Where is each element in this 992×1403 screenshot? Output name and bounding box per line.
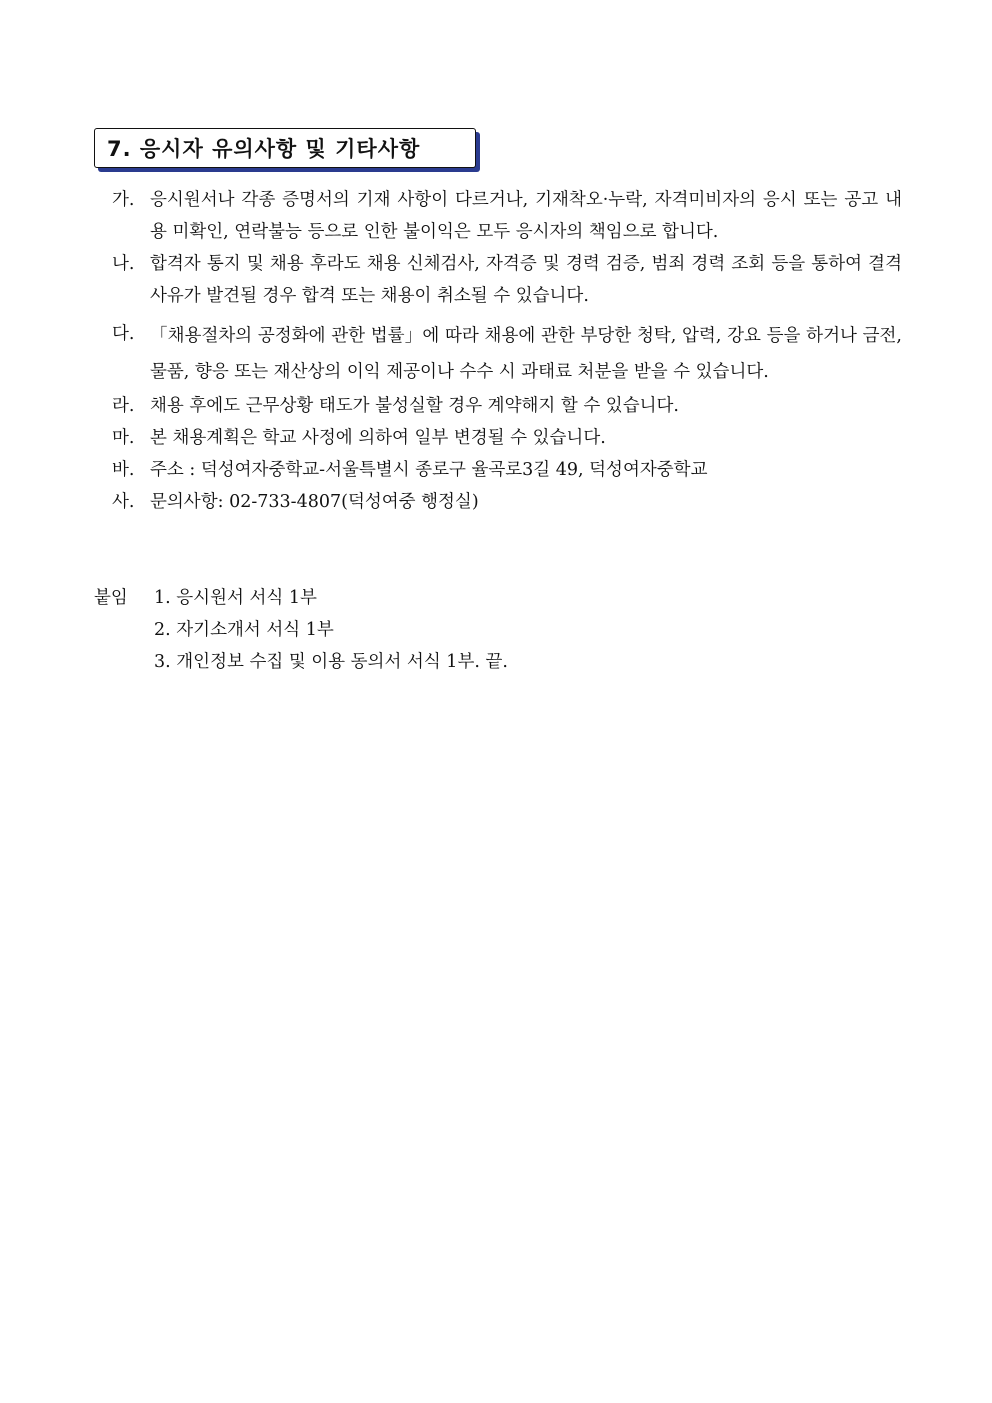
note-text: 문의사항: 02-733-4807(덕성여중 행정실) [150, 492, 479, 512]
attachment-item: 2. 자기소개서 서식 1부 [154, 620, 334, 640]
note-text: 채용 후에도 근무상황 태도가 불성실할 경우 계약해지 할 수 있습니다. [150, 396, 679, 416]
note-marker: 바. [112, 460, 135, 480]
section-title: 7. 응시자 유의사항 및 기타사항 [107, 137, 421, 161]
note-text: 응시원서나 각종 증명서의 기재 사항이 다르거나, 기재착오·누락, 자격미비자의 응시 또는 공고 내용 미확인, 연락불능 등으로 인한 불이익은 모두 응시자의 책임으로 합니다. [150, 190, 902, 242]
note-marker: 사. [112, 492, 135, 512]
attachment-item: 1. 응시원서 서식 1부 [154, 588, 317, 608]
notes-list [112, 184, 902, 518]
note-marker: 나. [112, 254, 135, 274]
note-item-da [112, 318, 902, 390]
note-marker: 다. [112, 324, 135, 344]
note-item-sa-contact [112, 486, 902, 518]
note-item-ra [112, 390, 902, 422]
section-heading [94, 128, 476, 168]
note-item-ma [112, 422, 902, 454]
attachment-item: 3. 개인정보 수집 및 이용 동의서 서식 1부. 끝. [154, 652, 508, 672]
note-marker: 라. [112, 396, 135, 416]
note-text: 주소 : 덕성여자중학교-서울특별시 종로구 율곡로3길 49, 덕성여자중학교 [150, 460, 708, 480]
note-marker: 마. [112, 428, 135, 448]
note-text: 본 채용계획은 학교 사정에 의하여 일부 변경될 수 있습니다. [150, 428, 606, 448]
note-text: 합격자 통지 및 채용 후라도 채용 신체검사, 자격증 및 경력 검증, 범죄 경력 조회 등을 통하여 결격 사유가 발견될 경우 합격 또는 채용이 취소될 수 있습니다. [150, 254, 902, 306]
attachments-block [94, 582, 508, 678]
note-item-ba-address [112, 454, 902, 486]
note-marker: 가. [112, 190, 135, 210]
note-text: 「채용절차의 공정화에 관한 법률」에 따라 채용에 관한 부당한 청탁, 압력, 강요 등을 하거나 금전, 물품, 향응 또는 재산상의 이익 제공이나 수수 시 과태료 처분을 받을 수 있습니다. [150, 326, 902, 382]
attachments-list [154, 582, 508, 678]
note-item-na [112, 248, 902, 312]
attachments-label: 붙임 [94, 588, 128, 608]
note-item-ga [112, 184, 902, 248]
